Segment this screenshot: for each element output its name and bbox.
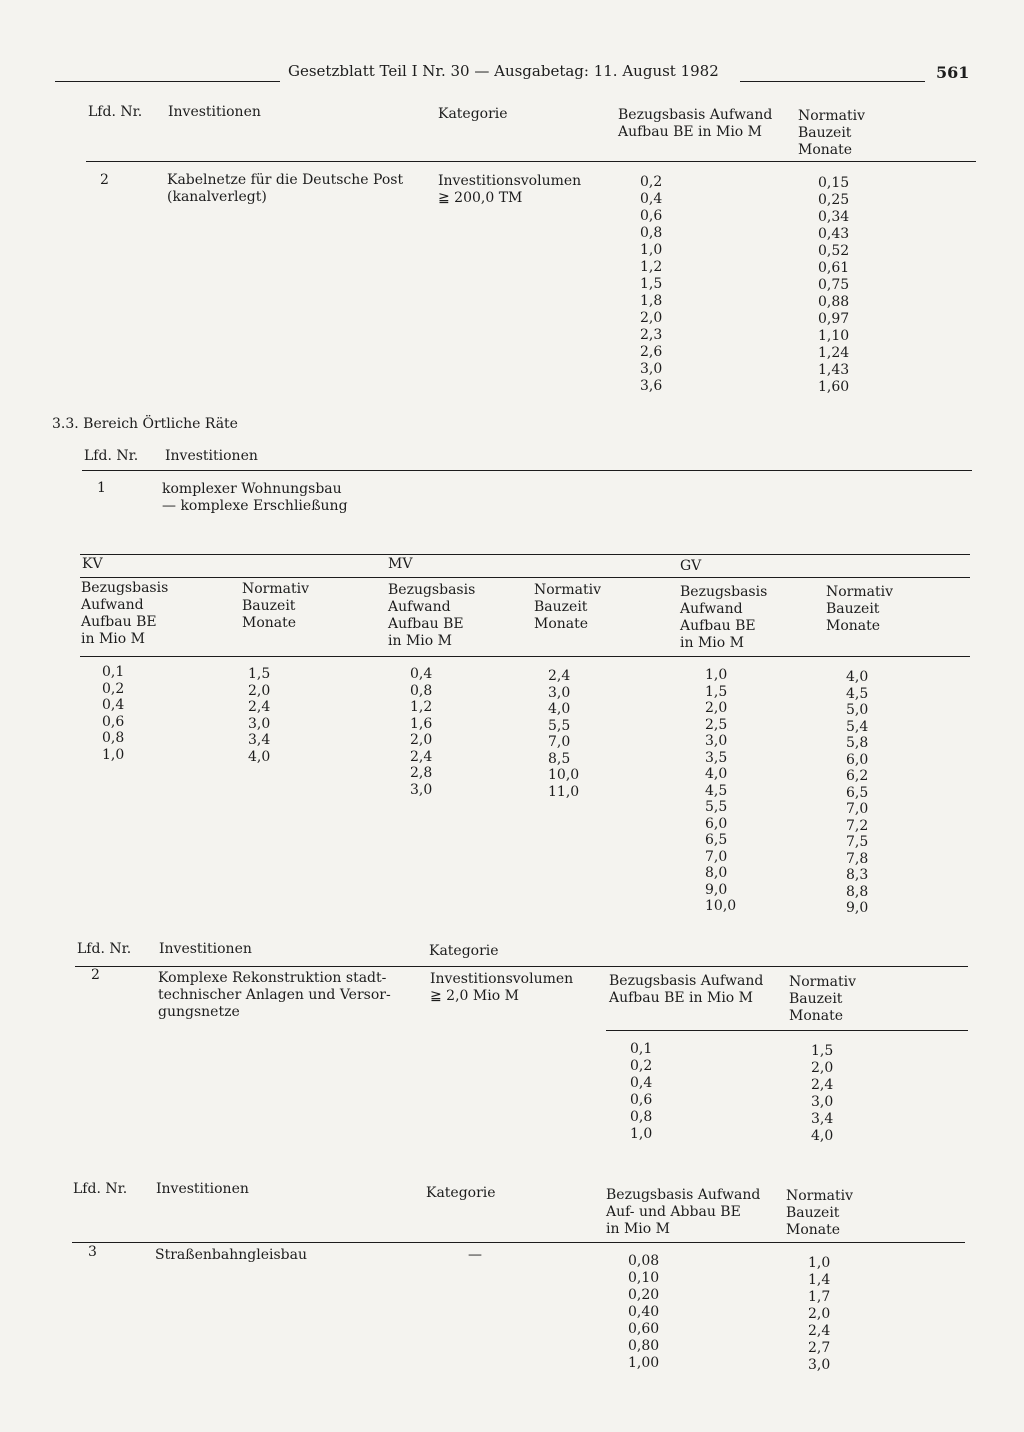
mv-basis-column	[410, 666, 432, 798]
value-cell: 0,2	[630, 1058, 653, 1074]
column-header-bezugsbasis	[606, 1187, 760, 1238]
row-kategorie	[430, 971, 573, 1005]
value-cell: 0,8	[410, 682, 433, 699]
header-line: Bauzeit	[789, 991, 843, 1007]
value-cell: 7,0	[705, 848, 728, 865]
value-cell: 0,8	[102, 730, 125, 746]
kv-normativ-column	[248, 666, 270, 765]
value-cell: 3,5	[705, 749, 728, 766]
text-line: Investitionsvolumen	[430, 971, 574, 987]
column-header-lfd-nr: Lfd. Nr.	[73, 1181, 128, 1197]
header-line: Bezugsbasis	[680, 584, 768, 600]
value-cell: 0,2	[640, 174, 663, 190]
header-line: in Mio M	[388, 633, 452, 649]
row-lfd-nr: 1	[97, 480, 106, 496]
text-line: — komplexe Erschließung	[162, 498, 348, 514]
page-header-title: Gesetzblatt Teil I Nr. 30 — Ausgabetag: 11. August 1982	[288, 62, 719, 80]
column-header-investitionen: Investitionen	[165, 448, 258, 464]
value-cell: 4,0	[846, 669, 869, 685]
value-cell: 1,0	[102, 746, 125, 763]
header-line: Aufwand	[388, 599, 451, 615]
value-cell: 0,6	[640, 208, 663, 224]
value-cell: 0,20	[628, 1287, 660, 1303]
value-cell: 2,4	[808, 1323, 831, 1339]
table-rule	[82, 470, 972, 471]
value-cell: 6,0	[705, 815, 728, 832]
value-cell: 6,2	[846, 768, 869, 784]
value-cell: 7,0	[846, 801, 869, 817]
value-cell: 2,5	[705, 716, 728, 733]
header-line: Monate	[242, 615, 297, 631]
header-line: Monate	[534, 616, 589, 632]
header-line: Aufwand	[81, 597, 144, 613]
value-cell: 1,4	[808, 1272, 831, 1288]
value-cell: 1,8	[640, 293, 663, 309]
value-cell: 0,15	[818, 175, 850, 191]
value-cell: 1,7	[808, 1289, 831, 1305]
value-cell: 2,6	[640, 344, 663, 360]
gv-normativ-column	[846, 669, 868, 917]
table-rule	[80, 554, 970, 555]
basis-column	[628, 1253, 659, 1372]
value-cell: 1,10	[818, 328, 850, 344]
value-cell: 5,5	[705, 799, 728, 815]
column-header-investitionen: Investitionen	[159, 941, 252, 957]
header-line: Monate	[798, 142, 853, 158]
header-line: in Mio M	[680, 635, 744, 651]
value-cell: 0,80	[628, 1338, 660, 1354]
value-cell: 0,40	[628, 1304, 660, 1320]
value-cell: 2,4	[548, 668, 571, 684]
value-cell: 1,24	[818, 345, 850, 361]
basis-column	[630, 1041, 652, 1143]
column-header-lfd-nr: Lfd. Nr.	[77, 941, 132, 957]
header-line: Normativ	[789, 974, 857, 990]
gv-basis-column	[705, 667, 736, 915]
text-line: Investitionsvolumen	[438, 173, 582, 189]
value-cell: 7,5	[846, 834, 869, 850]
value-cell: 2,0	[248, 682, 271, 699]
value-cell: 1,43	[818, 362, 850, 378]
header-line: Aufbau BE	[81, 614, 157, 630]
value-cell: 7,2	[846, 817, 869, 834]
gv-header-bezugsbasis	[680, 584, 767, 652]
column-header-normativ	[786, 1188, 853, 1239]
value-cell: 6,5	[705, 832, 728, 848]
text-line: ≧ 200,0 TM	[438, 190, 523, 206]
row-investition: Straßenbahngleisbau	[155, 1247, 307, 1263]
header-rule	[740, 81, 925, 82]
section-title: 3.3. Bereich Örtliche Räte	[52, 416, 238, 432]
column-header-kategorie: Kategorie	[429, 943, 499, 959]
header-line: in Mio M	[81, 631, 145, 647]
value-cell: 1,2	[640, 259, 663, 275]
value-cell: 5,4	[846, 718, 869, 735]
value-cell: 6,0	[846, 751, 869, 768]
row-investition	[162, 481, 348, 515]
value-cell: 4,0	[548, 701, 571, 717]
value-cell: 3,0	[705, 733, 728, 749]
column-header-lfd-nr: Lfd. Nr.	[88, 104, 143, 120]
value-cell: 1,5	[705, 683, 728, 700]
column-header-investitionen: Investitionen	[156, 1181, 249, 1197]
value-cell: 7,0	[548, 734, 571, 750]
value-cell: 1,5	[811, 1043, 834, 1059]
value-cell: 0,4	[102, 697, 125, 713]
kv-header-bezugsbasis	[81, 580, 168, 648]
value-cell: 0,8	[640, 225, 663, 241]
value-cell: 2,3	[640, 327, 663, 343]
header-line: Aufwand	[680, 601, 743, 617]
value-cell: 0,25	[818, 192, 850, 208]
header-line: Aufbau BE	[680, 618, 756, 634]
value-cell: 2,0	[808, 1306, 831, 1322]
header-line: Normativ	[786, 1188, 854, 1204]
value-cell: 4,0	[811, 1128, 834, 1144]
value-cell: 2,0	[705, 700, 728, 716]
value-cell: 2,8	[410, 765, 433, 781]
group-label-kv: KV	[82, 556, 103, 572]
header-line: Bauzeit	[826, 601, 880, 617]
table-rule	[606, 1030, 968, 1031]
value-cell: 0,08	[628, 1253, 660, 1269]
header-line: Bezugsbasis Aufwand	[606, 1187, 761, 1203]
header-line: Auf- und Abbau BE	[606, 1204, 741, 1220]
table-rule	[86, 161, 976, 162]
value-cell: 8,8	[846, 883, 869, 900]
header-line: Bauzeit	[798, 125, 852, 141]
value-cell: 1,5	[248, 666, 271, 682]
value-cell: 8,3	[846, 867, 869, 883]
mv-header-normativ	[534, 582, 601, 633]
normativ-column	[808, 1255, 830, 1374]
normativ-column	[818, 175, 849, 396]
value-cell: 0,8	[630, 1109, 653, 1125]
group-label-gv: GV	[680, 558, 702, 574]
header-line: in Mio M	[606, 1221, 670, 1237]
header-line: Bezugsbasis Aufwand	[618, 107, 773, 123]
header-line: Bauzeit	[786, 1205, 840, 1221]
value-cell: 0,6	[630, 1092, 653, 1108]
value-cell: 0,43	[818, 226, 850, 242]
column-header-normativ	[789, 974, 856, 1025]
value-cell: 9,0	[846, 900, 869, 916]
header-line: Normativ	[798, 108, 866, 124]
value-cell: 3,0	[640, 361, 663, 377]
value-cell: 8,5	[548, 750, 571, 767]
value-cell: 0,52	[818, 243, 850, 259]
value-cell: 2,0	[410, 732, 433, 748]
normativ-column	[811, 1043, 833, 1145]
value-cell: 2,0	[640, 310, 663, 326]
column-header-kategorie: Kategorie	[438, 106, 508, 122]
text-line: technischer Anlagen und Versor-	[158, 987, 391, 1003]
row-kategorie: —	[468, 1247, 482, 1263]
text-line: Kabelnetze für die Deutsche Post	[167, 172, 404, 188]
value-cell: 0,61	[818, 260, 850, 276]
value-cell: 6,5	[846, 784, 869, 801]
value-cell: 0,1	[102, 664, 125, 680]
value-cell: 1,0	[808, 1255, 831, 1271]
value-cell: 1,0	[630, 1126, 653, 1142]
value-cell: 2,4	[410, 748, 433, 765]
value-cell: 4,5	[846, 685, 869, 702]
group-label-mv: MV	[388, 556, 413, 572]
value-cell: 0,88	[818, 294, 850, 310]
header-line: Bezugsbasis Aufwand	[609, 973, 764, 989]
value-cell: 1,2	[410, 699, 433, 715]
gv-header-normativ	[826, 584, 893, 635]
value-cell: 5,5	[548, 717, 571, 734]
value-cell: 3,4	[811, 1111, 834, 1127]
value-cell: 0,6	[102, 713, 125, 730]
header-line: Normativ	[826, 584, 894, 600]
row-investition	[167, 172, 403, 206]
value-cell: 1,60	[818, 379, 850, 395]
row-lfd-nr: 2	[100, 172, 109, 188]
value-cell: 2,4	[248, 699, 271, 715]
table-rule	[72, 1242, 965, 1243]
mv-normativ-column	[548, 668, 579, 800]
text-line: ≧ 2,0 Mio M	[430, 988, 519, 1004]
header-line: Bauzeit	[534, 599, 588, 615]
value-cell: 1,0	[640, 242, 663, 258]
column-header-kategorie: Kategorie	[426, 1185, 496, 1201]
text-line: komplexer Wohnungsbau	[162, 481, 342, 497]
header-line: Monate	[826, 618, 881, 634]
header-line: Normativ	[534, 582, 602, 598]
value-cell: 9,0	[705, 881, 728, 898]
value-cell: 0,60	[628, 1321, 660, 1337]
value-cell: 0,34	[818, 209, 850, 225]
header-line: Normativ	[242, 581, 310, 597]
value-cell: 2,7	[808, 1340, 831, 1356]
value-cell: 7,8	[846, 850, 869, 867]
column-header-normativ	[798, 108, 865, 159]
value-cell: 3,0	[811, 1094, 834, 1110]
value-cell: 4,0	[705, 766, 728, 782]
value-cell: 1,6	[410, 715, 433, 732]
value-cell: 3,0	[808, 1357, 831, 1373]
value-cell: 0,4	[410, 666, 433, 682]
value-cell: 10,0	[548, 767, 580, 783]
header-line: Monate	[786, 1222, 841, 1238]
text-line: (kanalverlegt)	[167, 189, 267, 205]
value-cell: 0,10	[628, 1270, 660, 1286]
value-cell: 3,4	[248, 732, 271, 748]
value-cell: 3,0	[548, 684, 571, 701]
value-cell: 11,0	[548, 783, 580, 800]
header-line: Bezugsbasis	[81, 580, 169, 596]
row-investition	[158, 970, 391, 1021]
value-cell: 3,0	[410, 781, 433, 798]
row-kategorie	[438, 173, 581, 207]
value-cell: 3,6	[640, 378, 663, 394]
header-line: Bauzeit	[242, 598, 296, 614]
mv-header-bezugsbasis	[388, 582, 475, 650]
value-cell: 3,0	[248, 715, 271, 732]
column-header-lfd-nr: Lfd. Nr.	[84, 448, 139, 464]
value-cell: 5,8	[846, 735, 869, 751]
kv-header-normativ	[242, 581, 309, 632]
value-cell: 4,5	[705, 782, 728, 799]
kv-basis-column	[102, 664, 124, 763]
value-cell: 1,5	[640, 276, 663, 292]
header-line: Aufbau BE in Mio M	[609, 990, 754, 1006]
value-cell: 2,0	[811, 1060, 834, 1076]
row-lfd-nr: 2	[91, 967, 100, 983]
header-line: Bezugsbasis	[388, 582, 476, 598]
basis-column	[640, 174, 662, 395]
header-line: Monate	[789, 1008, 844, 1024]
text-line: Komplexe Rekonstruktion stadt-	[158, 970, 387, 986]
table-rule	[75, 966, 968, 967]
value-cell: 10,0	[705, 898, 737, 914]
value-cell: 0,97	[818, 311, 850, 327]
column-header-bezugsbasis	[609, 973, 763, 1007]
value-cell: 2,4	[811, 1077, 834, 1093]
value-cell: 8,0	[705, 865, 728, 881]
column-header-bezugsbasis	[618, 107, 772, 141]
text-line: gungsnetze	[158, 1004, 240, 1020]
value-cell: 0,4	[640, 191, 663, 207]
value-cell: 4,0	[248, 748, 271, 765]
value-cell: 0,75	[818, 277, 850, 293]
value-cell: 5,0	[846, 702, 869, 718]
table-rule	[80, 577, 970, 578]
value-cell: 0,2	[102, 680, 125, 697]
value-cell: 0,4	[630, 1075, 653, 1091]
header-line: Aufbau BE	[388, 616, 464, 632]
page-number: 561	[936, 63, 970, 82]
value-cell: 0,1	[630, 1041, 653, 1057]
row-lfd-nr: 3	[88, 1244, 97, 1260]
column-header-investitionen: Investitionen	[168, 104, 261, 120]
header-rule	[55, 81, 280, 82]
header-line: Aufbau BE in Mio M	[618, 124, 763, 140]
value-cell: 1,0	[705, 667, 728, 683]
table-rule	[80, 656, 970, 657]
value-cell: 1,00	[628, 1355, 660, 1371]
